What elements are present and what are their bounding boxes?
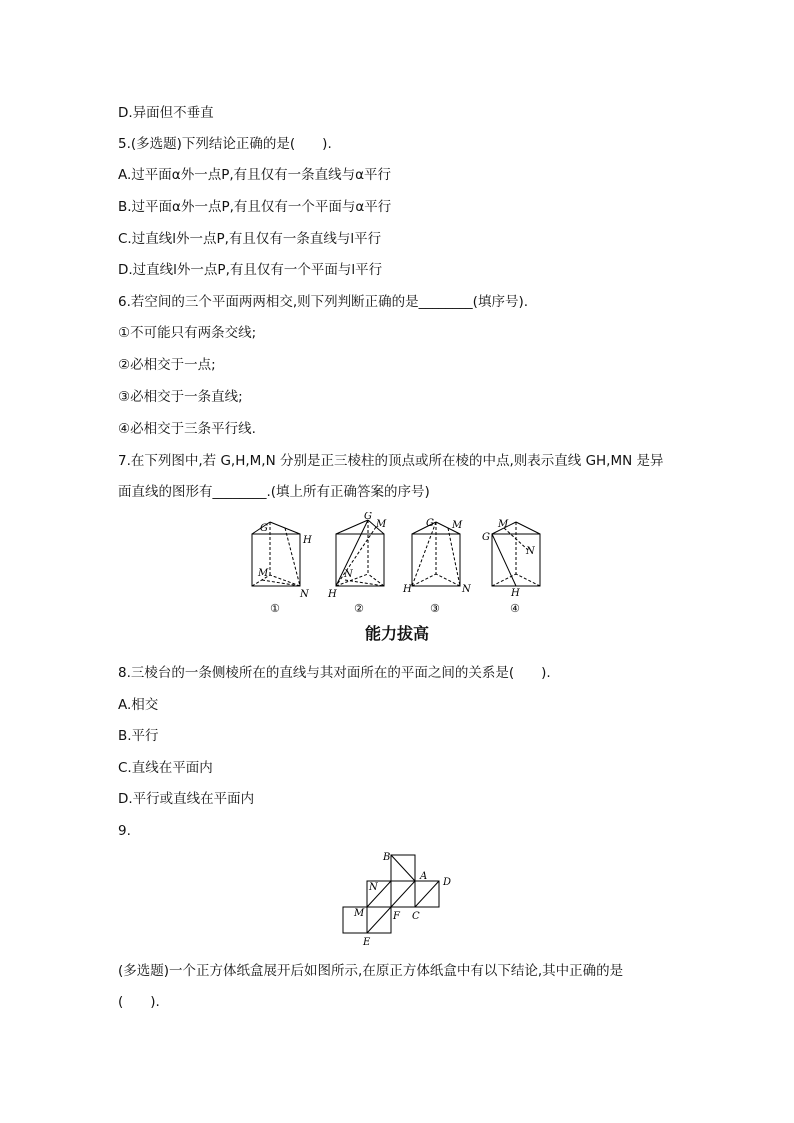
q5-option-c: C.过直线l外一点P,有且仅有一条直线与l平行: [118, 231, 382, 247]
net-label-c: C: [412, 911, 420, 922]
fig3-label-n: N: [462, 584, 471, 595]
q8-option-c: C.直线在平面内: [118, 760, 213, 776]
q5-option-b: B.过平面α外一点P,有且仅有一个平面与α平行: [118, 199, 392, 215]
q9-cube-net: [336, 848, 460, 948]
fig2-label-n: N: [344, 569, 353, 580]
q6-item-4: ④必相交于三条平行线.: [118, 421, 256, 437]
fig1-label-n: N: [300, 589, 309, 600]
prism-figure-4: [482, 519, 540, 615]
fig3-label-g: G: [426, 518, 434, 529]
fig2-number: ②: [354, 602, 364, 615]
fig1-label-g: G: [260, 523, 268, 534]
fig4-number: ④: [510, 602, 520, 615]
q7-stem-line2: 面直线的图形有________.(填上所有正确答案的序号): [118, 484, 430, 500]
net-label-b: B: [383, 852, 391, 863]
prism-figure-1: [252, 522, 312, 615]
q9-number: 9.: [118, 823, 131, 839]
fig1-label-m: M: [258, 568, 269, 579]
fig4-label-m: M: [498, 519, 509, 530]
fig2-label-g: G: [364, 512, 372, 522]
q6-stem: 6.若空间的三个平面两两相交,则下列判断正确的是________(填序号).: [118, 294, 528, 310]
net-label-e: E: [363, 937, 371, 948]
q6-item-1: ①不可能只有两条交线;: [118, 325, 257, 341]
q7-stem-line1: 7.在下列图中,若 G,H,M,N 分别是正三棱柱的顶点或所在棱的中点,则表示直线 GH,MN 是异: [118, 453, 664, 469]
net-label-n: N: [369, 882, 378, 893]
q8-stem: 8.三棱台的一条侧棱所在的直线与其对面所在的平面之间的关系是( ).: [118, 665, 551, 681]
fig3-number: ③: [430, 602, 440, 615]
q6-item-3: ③必相交于一条直线;: [118, 389, 243, 405]
q5-option-d: D.过直线l外一点P,有且仅有一个平面与l平行: [118, 262, 383, 278]
net-label-m: M: [354, 908, 365, 919]
fig4-label-h: H: [511, 588, 520, 599]
section-heading: 能力拔高: [364, 624, 429, 643]
q4-option-d: D.异面但不垂直: [118, 105, 214, 121]
fig2-label-h: H: [328, 589, 337, 600]
fig3-label-h: H: [403, 584, 412, 595]
fig4-label-g: G: [482, 532, 490, 543]
net-label-f: F: [393, 911, 400, 922]
prism-figure-3: [402, 518, 472, 615]
net-label-a: A: [420, 871, 428, 882]
net-label-d: D: [443, 877, 452, 888]
fig4-label-n: N: [526, 546, 535, 557]
q9-stem-line2: ( ).: [118, 994, 160, 1010]
q8-option-b: B.平行: [118, 728, 159, 744]
fig1-label-h: H: [303, 535, 312, 546]
fig3-label-m: M: [452, 520, 463, 531]
q5-option-a: A.过平面α外一点P,有且仅有一条直线与α平行: [118, 167, 392, 183]
q8-option-d: D.平行或直线在平面内: [118, 791, 255, 807]
fig1-number: ①: [270, 602, 280, 615]
q5-stem: 5.(多选题)下列结论正确的是( ).: [118, 136, 332, 152]
q7-prism-figures: [240, 512, 560, 616]
q6-item-2: ②必相交于一点;: [118, 357, 216, 373]
q8-option-a: A.相交: [118, 697, 159, 713]
prism-figure-2: [327, 512, 387, 615]
fig2-label-m: M: [376, 519, 387, 530]
q9-stem-line1: (多选题)一个正方体纸盒展开后如图所示,在原正方体纸盒中有以下结论,其中正确的是: [118, 963, 624, 979]
